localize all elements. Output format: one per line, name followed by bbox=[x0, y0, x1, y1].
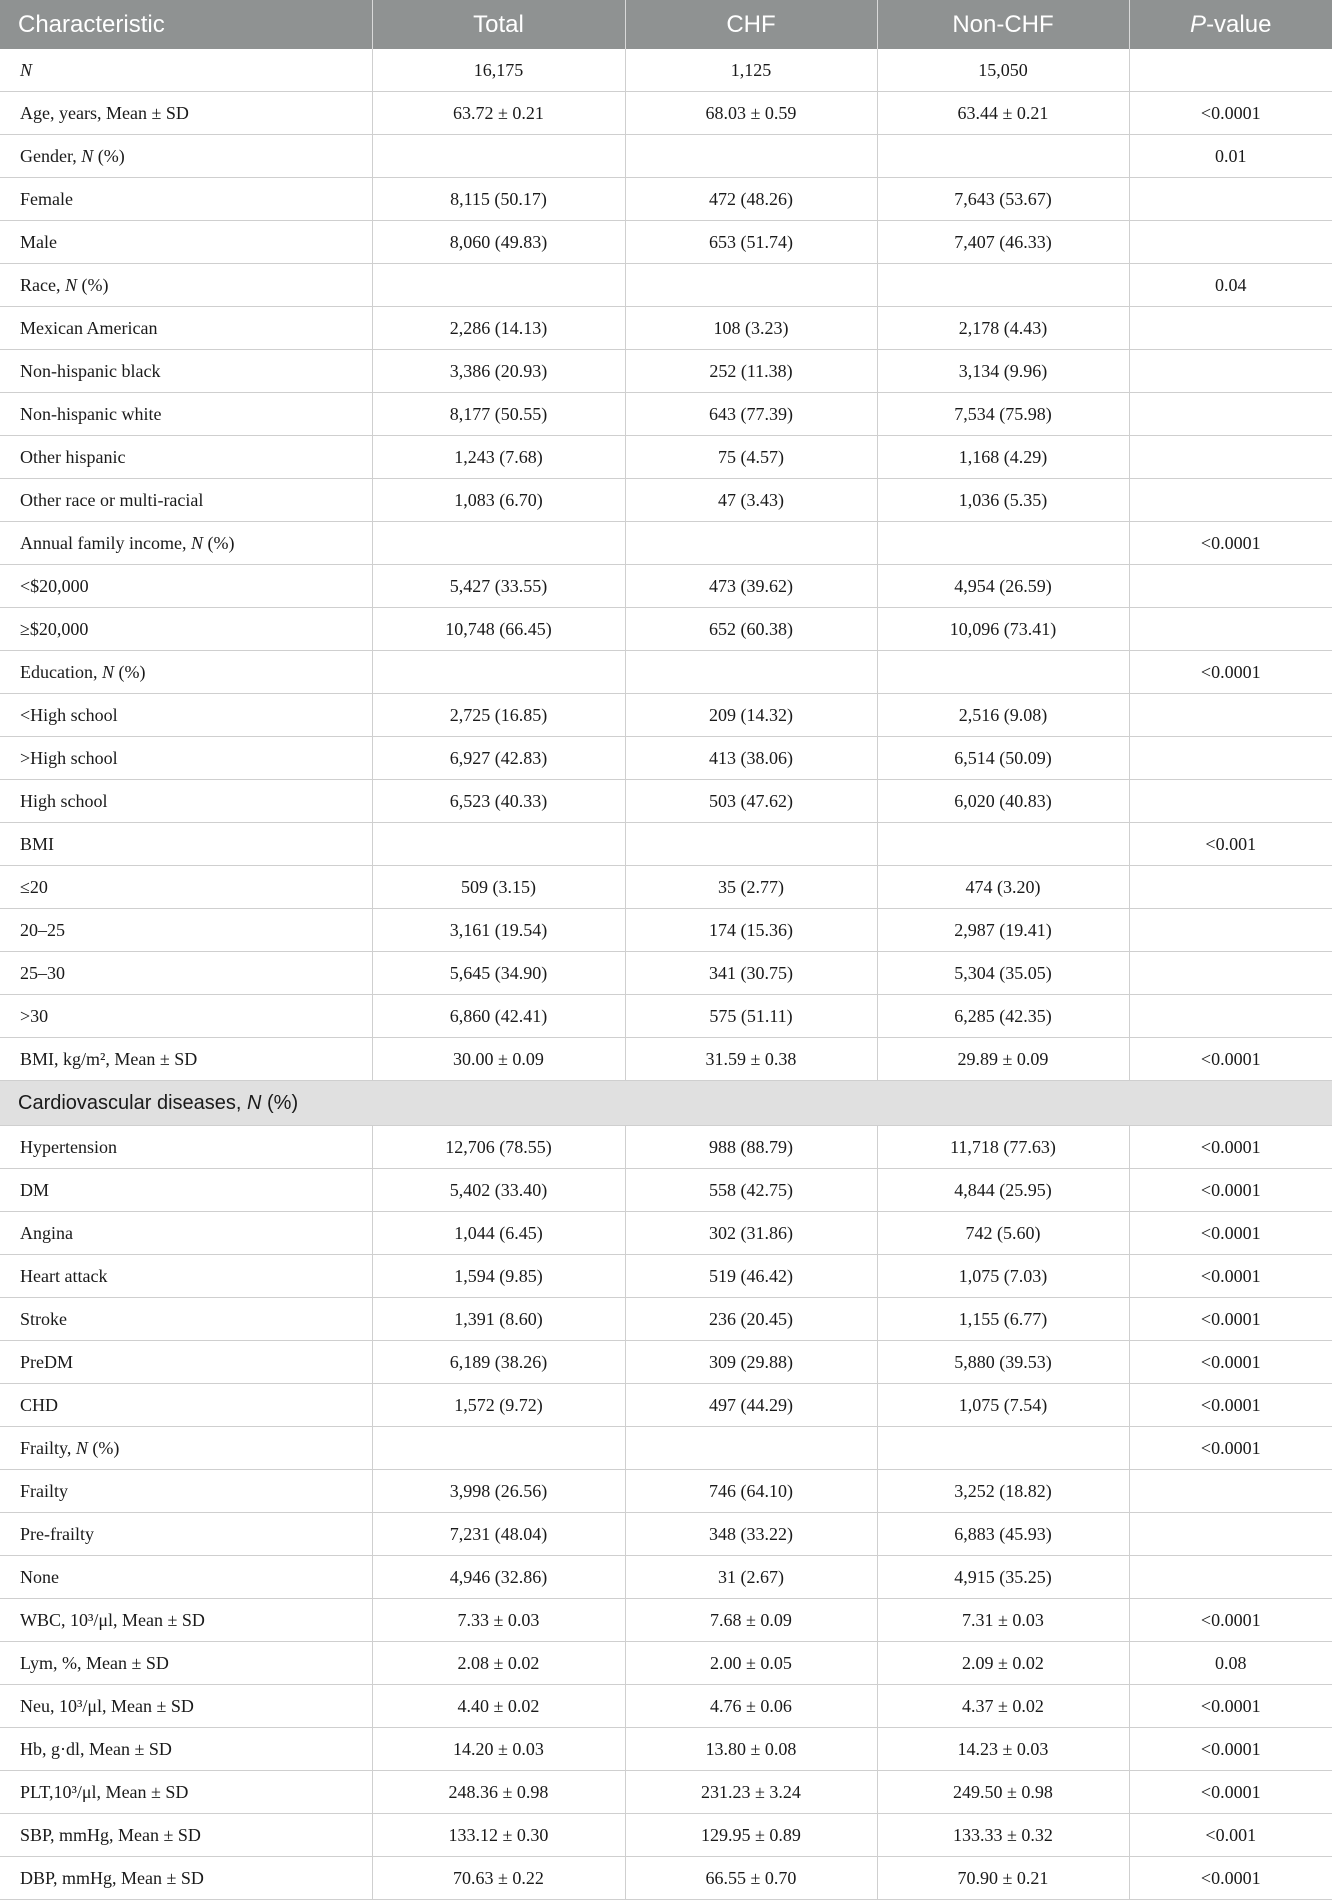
table-row bbox=[0, 436, 1332, 479]
cell-p-value bbox=[1129, 393, 1332, 436]
cell-total bbox=[372, 651, 625, 694]
cell-chf bbox=[625, 823, 877, 866]
table-row bbox=[0, 1341, 1332, 1384]
row-label: Non-hispanic white bbox=[0, 393, 372, 436]
cell-p-value: <0.0001 bbox=[1129, 1341, 1332, 1384]
cell-non-chf: 29.89 ± 0.09 bbox=[877, 1038, 1129, 1081]
table-row bbox=[0, 780, 1332, 823]
table-row bbox=[0, 995, 1332, 1038]
cell-total: 133.12 ± 0.30 bbox=[372, 1814, 625, 1857]
cell-non-chf: 15,050 bbox=[877, 49, 1129, 92]
table-row bbox=[0, 522, 1332, 565]
cell-non-chf: 70.90 ± 0.21 bbox=[877, 1857, 1129, 1900]
cell-p-value bbox=[1129, 866, 1332, 909]
table-row bbox=[0, 1255, 1332, 1298]
row-label: BMI, kg/m², Mean ± SD bbox=[0, 1038, 372, 1081]
table-row bbox=[0, 178, 1332, 221]
cell-chf: 348 (33.22) bbox=[625, 1513, 877, 1556]
cell-p-value bbox=[1129, 952, 1332, 995]
cell-non-chf bbox=[877, 823, 1129, 866]
cell-non-chf bbox=[877, 1427, 1129, 1470]
row-label: Male bbox=[0, 221, 372, 264]
cell-total: 63.72 ± 0.21 bbox=[372, 92, 625, 135]
table-row bbox=[0, 221, 1332, 264]
cell-non-chf: 742 (5.60) bbox=[877, 1212, 1129, 1255]
row-label: 25–30 bbox=[0, 952, 372, 995]
table-row bbox=[0, 952, 1332, 995]
cell-non-chf bbox=[877, 522, 1129, 565]
row-label: PreDM bbox=[0, 1341, 372, 1384]
header-non-chf: Non-CHF bbox=[877, 0, 1129, 49]
cell-total bbox=[372, 522, 625, 565]
table-row bbox=[0, 1212, 1332, 1255]
header-total: Total bbox=[372, 0, 625, 49]
row-label: Mexican American bbox=[0, 307, 372, 350]
row-label: Age, years, Mean ± SD bbox=[0, 92, 372, 135]
table-row bbox=[0, 307, 1332, 350]
cell-chf bbox=[625, 1427, 877, 1470]
cell-total: 14.20 ± 0.03 bbox=[372, 1728, 625, 1771]
cell-p-value: 0.04 bbox=[1129, 264, 1332, 307]
row-label: >High school bbox=[0, 737, 372, 780]
cell-p-value: <0.0001 bbox=[1129, 1038, 1332, 1081]
cell-total: 3,161 (19.54) bbox=[372, 909, 625, 952]
table-row bbox=[0, 1038, 1332, 1081]
table-row bbox=[0, 1814, 1332, 1857]
cell-total: 16,175 bbox=[372, 49, 625, 92]
cell-non-chf: 2,516 (9.08) bbox=[877, 694, 1129, 737]
cell-non-chf: 7,643 (53.67) bbox=[877, 178, 1129, 221]
cell-total: 6,189 (38.26) bbox=[372, 1341, 625, 1384]
cell-chf: 413 (38.06) bbox=[625, 737, 877, 780]
cell-total: 1,083 (6.70) bbox=[372, 479, 625, 522]
table-row bbox=[0, 1771, 1332, 1814]
table-row bbox=[0, 651, 1332, 694]
row-label: Gender, N (%) bbox=[0, 135, 372, 178]
cell-chf bbox=[625, 264, 877, 307]
cell-total: 7.33 ± 0.03 bbox=[372, 1599, 625, 1642]
cell-total: 4.40 ± 0.02 bbox=[372, 1685, 625, 1728]
cell-total: 3,386 (20.93) bbox=[372, 350, 625, 393]
row-label: Neu, 10³/μl, Mean ± SD bbox=[0, 1685, 372, 1728]
cell-non-chf: 4.37 ± 0.02 bbox=[877, 1685, 1129, 1728]
row-label: Stroke bbox=[0, 1298, 372, 1341]
cell-total: 1,243 (7.68) bbox=[372, 436, 625, 479]
cell-non-chf: 1,075 (7.54) bbox=[877, 1384, 1129, 1427]
cell-p-value: <0.0001 bbox=[1129, 1298, 1332, 1341]
row-label: DBP, mmHg, Mean ± SD bbox=[0, 1857, 372, 1900]
cell-chf: 129.95 ± 0.89 bbox=[625, 1814, 877, 1857]
header-characteristic: Characteristic bbox=[0, 0, 372, 49]
cell-p-value: <0.0001 bbox=[1129, 1126, 1332, 1169]
cell-non-chf: 6,514 (50.09) bbox=[877, 737, 1129, 780]
cell-p-value bbox=[1129, 436, 1332, 479]
cell-p-value: <0.0001 bbox=[1129, 1599, 1332, 1642]
cell-non-chf: 2,987 (19.41) bbox=[877, 909, 1129, 952]
table-row bbox=[0, 264, 1332, 307]
cell-chf: 252 (11.38) bbox=[625, 350, 877, 393]
table-row bbox=[0, 866, 1332, 909]
cell-non-chf: 133.33 ± 0.32 bbox=[877, 1814, 1129, 1857]
cell-p-value: <0.0001 bbox=[1129, 1384, 1332, 1427]
cell-p-value bbox=[1129, 350, 1332, 393]
table-row bbox=[0, 1728, 1332, 1771]
cell-total: 8,115 (50.17) bbox=[372, 178, 625, 221]
cell-chf: 7.68 ± 0.09 bbox=[625, 1599, 877, 1642]
table-row bbox=[0, 1298, 1332, 1341]
cell-chf: 66.55 ± 0.70 bbox=[625, 1857, 877, 1900]
table-row bbox=[0, 479, 1332, 522]
table-row bbox=[0, 1642, 1332, 1685]
cell-total: 8,060 (49.83) bbox=[372, 221, 625, 264]
section-header-row bbox=[0, 1081, 1332, 1126]
cell-p-value: <0.0001 bbox=[1129, 1212, 1332, 1255]
row-label: N bbox=[0, 49, 372, 92]
table-row bbox=[0, 565, 1332, 608]
cell-non-chf: 10,096 (73.41) bbox=[877, 608, 1129, 651]
cell-non-chf: 249.50 ± 0.98 bbox=[877, 1771, 1129, 1814]
cell-total: 6,523 (40.33) bbox=[372, 780, 625, 823]
cell-non-chf: 1,036 (5.35) bbox=[877, 479, 1129, 522]
table-row bbox=[0, 49, 1332, 92]
cell-total: 30.00 ± 0.09 bbox=[372, 1038, 625, 1081]
cell-non-chf: 6,285 (42.35) bbox=[877, 995, 1129, 1038]
cell-non-chf: 2.09 ± 0.02 bbox=[877, 1642, 1129, 1685]
cell-total: 5,427 (33.55) bbox=[372, 565, 625, 608]
cell-non-chf: 7.31 ± 0.03 bbox=[877, 1599, 1129, 1642]
table-row bbox=[0, 1513, 1332, 1556]
row-label: ≥$20,000 bbox=[0, 608, 372, 651]
cell-chf: 341 (30.75) bbox=[625, 952, 877, 995]
row-label: WBC, 10³/μl, Mean ± SD bbox=[0, 1599, 372, 1642]
table-header bbox=[0, 0, 1332, 49]
cell-total: 5,645 (34.90) bbox=[372, 952, 625, 995]
cell-chf: 473 (39.62) bbox=[625, 565, 877, 608]
cell-total: 1,594 (9.85) bbox=[372, 1255, 625, 1298]
table-row bbox=[0, 608, 1332, 651]
cell-non-chf: 7,407 (46.33) bbox=[877, 221, 1129, 264]
table-row bbox=[0, 1427, 1332, 1470]
row-label: PLT,10³/μl, Mean ± SD bbox=[0, 1771, 372, 1814]
table-row bbox=[0, 1685, 1332, 1728]
cell-non-chf: 1,075 (7.03) bbox=[877, 1255, 1129, 1298]
cell-p-value: <0.0001 bbox=[1129, 1169, 1332, 1212]
cell-p-value bbox=[1129, 1556, 1332, 1599]
table-row bbox=[0, 1556, 1332, 1599]
cell-p-value: <0.0001 bbox=[1129, 1427, 1332, 1470]
cell-chf: 35 (2.77) bbox=[625, 866, 877, 909]
cell-chf: 652 (60.38) bbox=[625, 608, 877, 651]
cell-p-value bbox=[1129, 909, 1332, 952]
cell-chf: 503 (47.62) bbox=[625, 780, 877, 823]
cell-p-value: <0.0001 bbox=[1129, 651, 1332, 694]
row-label: BMI bbox=[0, 823, 372, 866]
cell-p-value: <0.0001 bbox=[1129, 92, 1332, 135]
cell-p-value: 0.01 bbox=[1129, 135, 1332, 178]
row-label: Other race or multi-racial bbox=[0, 479, 372, 522]
cell-total: 5,402 (33.40) bbox=[372, 1169, 625, 1212]
cell-p-value: <0.0001 bbox=[1129, 1771, 1332, 1814]
cell-p-value: <0.001 bbox=[1129, 1814, 1332, 1857]
cell-p-value: 0.08 bbox=[1129, 1642, 1332, 1685]
cell-total: 7,231 (48.04) bbox=[372, 1513, 625, 1556]
cell-total: 1,391 (8.60) bbox=[372, 1298, 625, 1341]
cell-non-chf: 6,020 (40.83) bbox=[877, 780, 1129, 823]
cell-p-value bbox=[1129, 221, 1332, 264]
row-label: DM bbox=[0, 1169, 372, 1212]
cell-non-chf: 5,304 (35.05) bbox=[877, 952, 1129, 995]
cell-non-chf: 11,718 (77.63) bbox=[877, 1126, 1129, 1169]
cell-p-value bbox=[1129, 178, 1332, 221]
cell-total: 4,946 (32.86) bbox=[372, 1556, 625, 1599]
cell-p-value bbox=[1129, 49, 1332, 92]
table-row bbox=[0, 823, 1332, 866]
cell-chf: 643 (77.39) bbox=[625, 393, 877, 436]
cell-chf: 231.23 ± 3.24 bbox=[625, 1771, 877, 1814]
cell-chf: 988 (88.79) bbox=[625, 1126, 877, 1169]
row-label: Frailty, N (%) bbox=[0, 1427, 372, 1470]
cell-chf: 174 (15.36) bbox=[625, 909, 877, 952]
cell-chf bbox=[625, 522, 877, 565]
row-label: Female bbox=[0, 178, 372, 221]
cell-non-chf: 14.23 ± 0.03 bbox=[877, 1728, 1129, 1771]
cell-total bbox=[372, 823, 625, 866]
cell-non-chf: 7,534 (75.98) bbox=[877, 393, 1129, 436]
cell-non-chf: 474 (3.20) bbox=[877, 866, 1129, 909]
cell-p-value bbox=[1129, 608, 1332, 651]
cell-p-value: <0.0001 bbox=[1129, 1255, 1332, 1298]
cell-p-value: <0.001 bbox=[1129, 823, 1332, 866]
row-label: Education, N (%) bbox=[0, 651, 372, 694]
table-row bbox=[0, 1126, 1332, 1169]
cell-chf: 108 (3.23) bbox=[625, 307, 877, 350]
row-label: Pre-frailty bbox=[0, 1513, 372, 1556]
cell-p-value bbox=[1129, 780, 1332, 823]
cell-chf: 31 (2.67) bbox=[625, 1556, 877, 1599]
header-row bbox=[0, 0, 1332, 49]
table-row bbox=[0, 909, 1332, 952]
cell-chf: 47 (3.43) bbox=[625, 479, 877, 522]
cell-total: 2,286 (14.13) bbox=[372, 307, 625, 350]
cell-total: 3,998 (26.56) bbox=[372, 1470, 625, 1513]
table-row bbox=[0, 1384, 1332, 1427]
row-label: <High school bbox=[0, 694, 372, 737]
cell-total: 1,572 (9.72) bbox=[372, 1384, 625, 1427]
cell-chf: 209 (14.32) bbox=[625, 694, 877, 737]
section-label: Cardiovascular diseases, N (%) bbox=[0, 1081, 1332, 1126]
row-label: Hb, g·dl, Mean ± SD bbox=[0, 1728, 372, 1771]
cell-total: 509 (3.15) bbox=[372, 866, 625, 909]
cell-p-value bbox=[1129, 479, 1332, 522]
header-p-value: P-value bbox=[1129, 0, 1332, 49]
cell-p-value bbox=[1129, 307, 1332, 350]
table-row bbox=[0, 737, 1332, 780]
cell-chf: 746 (64.10) bbox=[625, 1470, 877, 1513]
table-row bbox=[0, 1599, 1332, 1642]
cell-chf: 653 (51.74) bbox=[625, 221, 877, 264]
cell-chf: 2.00 ± 0.05 bbox=[625, 1642, 877, 1685]
row-label: Race, N (%) bbox=[0, 264, 372, 307]
row-label: High school bbox=[0, 780, 372, 823]
cell-non-chf bbox=[877, 135, 1129, 178]
cell-non-chf bbox=[877, 264, 1129, 307]
cell-total: 10,748 (66.45) bbox=[372, 608, 625, 651]
cell-non-chf: 3,134 (9.96) bbox=[877, 350, 1129, 393]
cell-p-value: <0.0001 bbox=[1129, 1728, 1332, 1771]
cell-total: 6,860 (42.41) bbox=[372, 995, 625, 1038]
cell-p-value bbox=[1129, 565, 1332, 608]
table-row bbox=[0, 92, 1332, 135]
cell-chf: 309 (29.88) bbox=[625, 1341, 877, 1384]
cell-chf: 13.80 ± 0.08 bbox=[625, 1728, 877, 1771]
cell-non-chf: 63.44 ± 0.21 bbox=[877, 92, 1129, 135]
cell-p-value: <0.0001 bbox=[1129, 1685, 1332, 1728]
cell-chf: 236 (20.45) bbox=[625, 1298, 877, 1341]
row-label: <$20,000 bbox=[0, 565, 372, 608]
cell-total: 8,177 (50.55) bbox=[372, 393, 625, 436]
table-body bbox=[0, 49, 1332, 1900]
cell-total: 12,706 (78.55) bbox=[372, 1126, 625, 1169]
cell-chf: 519 (46.42) bbox=[625, 1255, 877, 1298]
cell-p-value bbox=[1129, 1470, 1332, 1513]
cell-chf: 75 (4.57) bbox=[625, 436, 877, 479]
cell-total bbox=[372, 135, 625, 178]
row-label: Other hispanic bbox=[0, 436, 372, 479]
row-label: >30 bbox=[0, 995, 372, 1038]
cell-chf: 302 (31.86) bbox=[625, 1212, 877, 1255]
header-chf: CHF bbox=[625, 0, 877, 49]
row-label: SBP, mmHg, Mean ± SD bbox=[0, 1814, 372, 1857]
cell-non-chf: 1,168 (4.29) bbox=[877, 436, 1129, 479]
cell-chf: 1,125 bbox=[625, 49, 877, 92]
cell-non-chf bbox=[877, 651, 1129, 694]
row-label: 20–25 bbox=[0, 909, 372, 952]
cell-p-value bbox=[1129, 995, 1332, 1038]
table-row bbox=[0, 1169, 1332, 1212]
cell-chf: 31.59 ± 0.38 bbox=[625, 1038, 877, 1081]
cell-p-value: <0.0001 bbox=[1129, 1857, 1332, 1900]
cell-chf bbox=[625, 651, 877, 694]
table-row bbox=[0, 1857, 1332, 1900]
cell-total: 248.36 ± 0.98 bbox=[372, 1771, 625, 1814]
cell-chf: 68.03 ± 0.59 bbox=[625, 92, 877, 135]
table-row bbox=[0, 694, 1332, 737]
cell-total: 70.63 ± 0.22 bbox=[372, 1857, 625, 1900]
cell-non-chf: 5,880 (39.53) bbox=[877, 1341, 1129, 1384]
row-label: ≤20 bbox=[0, 866, 372, 909]
row-label: Frailty bbox=[0, 1470, 372, 1513]
cell-p-value bbox=[1129, 1513, 1332, 1556]
row-label: None bbox=[0, 1556, 372, 1599]
table-row bbox=[0, 350, 1332, 393]
cell-chf bbox=[625, 135, 877, 178]
cell-non-chf: 4,915 (35.25) bbox=[877, 1556, 1129, 1599]
cell-chf: 575 (51.11) bbox=[625, 995, 877, 1038]
table-row bbox=[0, 135, 1332, 178]
cell-chf: 558 (42.75) bbox=[625, 1169, 877, 1212]
cell-non-chf: 3,252 (18.82) bbox=[877, 1470, 1129, 1513]
cell-chf: 472 (48.26) bbox=[625, 178, 877, 221]
cell-p-value: <0.0001 bbox=[1129, 522, 1332, 565]
cell-total: 6,927 (42.83) bbox=[372, 737, 625, 780]
cell-non-chf: 4,954 (26.59) bbox=[877, 565, 1129, 608]
cell-p-value bbox=[1129, 694, 1332, 737]
cell-non-chf: 2,178 (4.43) bbox=[877, 307, 1129, 350]
cell-p-value bbox=[1129, 737, 1332, 780]
row-label: Heart attack bbox=[0, 1255, 372, 1298]
row-label: CHD bbox=[0, 1384, 372, 1427]
row-label: Annual family income, N (%) bbox=[0, 522, 372, 565]
table-row bbox=[0, 1470, 1332, 1513]
cell-chf: 4.76 ± 0.06 bbox=[625, 1685, 877, 1728]
cell-non-chf: 4,844 (25.95) bbox=[877, 1169, 1129, 1212]
row-label: Hypertension bbox=[0, 1126, 372, 1169]
cell-total: 2.08 ± 0.02 bbox=[372, 1642, 625, 1685]
cell-total: 1,044 (6.45) bbox=[372, 1212, 625, 1255]
row-label: Lym, %, Mean ± SD bbox=[0, 1642, 372, 1685]
cell-total bbox=[372, 1427, 625, 1470]
cell-total: 2,725 (16.85) bbox=[372, 694, 625, 737]
cell-non-chf: 6,883 (45.93) bbox=[877, 1513, 1129, 1556]
row-label: Angina bbox=[0, 1212, 372, 1255]
cell-chf: 497 (44.29) bbox=[625, 1384, 877, 1427]
table-row bbox=[0, 393, 1332, 436]
cell-total bbox=[372, 264, 625, 307]
row-label: Non-hispanic black bbox=[0, 350, 372, 393]
cell-non-chf: 1,155 (6.77) bbox=[877, 1298, 1129, 1341]
